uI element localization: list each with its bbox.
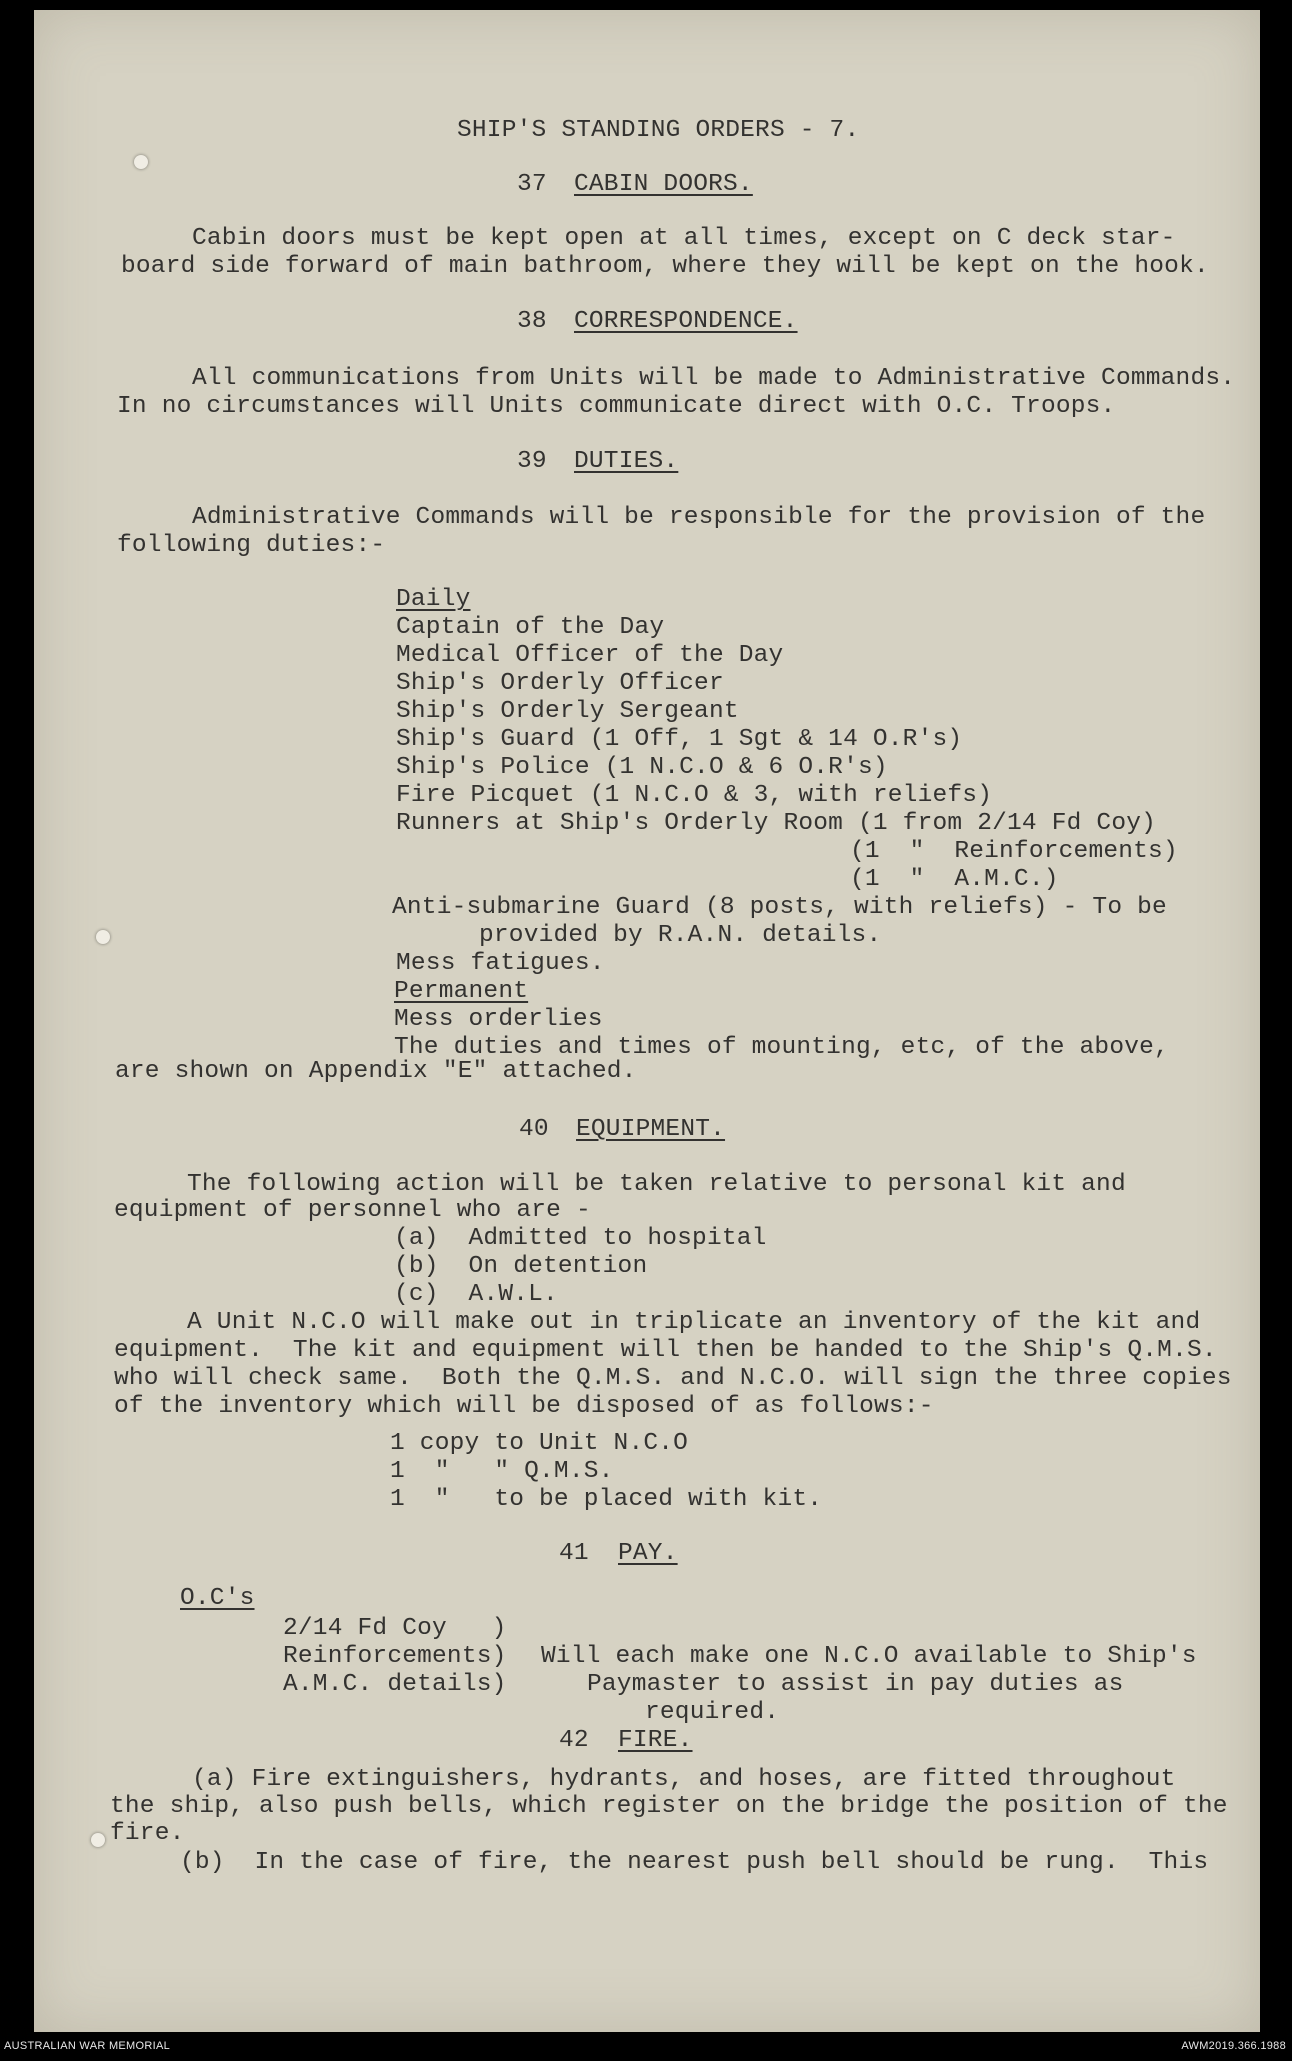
section-39-intro-2: following duties:- [117, 532, 386, 559]
section-41-title: PAY. [618, 1540, 678, 1567]
daily-item: Runners at Ship's Orderly Room (1 from 2/14 Fd Coy) [396, 810, 1157, 837]
pay-text-1: Will each make one N.C.O available to Ship's [541, 1643, 1197, 1670]
section-37-line-2: board side forward of main bathroom, where they will be kept on the hook. [121, 253, 1209, 280]
section-40-intro-1: The following action will be taken relative to personal kit and [187, 1171, 1126, 1198]
section-42-line-3: fire. [110, 1820, 185, 1847]
section-40-item: (b) On detention [394, 1253, 648, 1280]
section-37-line-1: Cabin doors must be kept open at all times, except on C deck star- [192, 225, 1176, 252]
copy-line: 1 copy to Unit N.C.O [390, 1430, 689, 1457]
section-37-title: CABIN DOORS. [574, 171, 753, 198]
section-40-number: 40 [519, 1116, 549, 1143]
permanent-item: Mess orderlies [394, 1006, 603, 1033]
section-38-number: 38 [517, 308, 547, 335]
pay-text-2: Paymaster to assist in pay duties as [587, 1671, 1124, 1698]
daily-item: Medical Officer of the Day [396, 642, 784, 669]
section-40-body-2: equipment. The kit and equipment will then be handed to the Ship's Q.M.S. [114, 1337, 1217, 1364]
daily-item: (1 " Reinforcements) [850, 838, 1178, 865]
section-38-line-1: All communications from Units will be made to Administrative Commands. [192, 365, 1236, 392]
section-39-number: 39 [517, 448, 547, 475]
section-40-body-4: of the inventory which will be disposed of as follows:- [114, 1393, 934, 1420]
section-42-line-4: (b) In the case of fire, the nearest push bell should be rung. This [180, 1849, 1209, 1876]
daily-item: Anti-submarine Guard (8 posts, with reliefs) - To be [392, 894, 1167, 921]
pay-unit: A.M.C. details) [283, 1671, 507, 1698]
section-40-item: (a) Admitted to hospital [394, 1225, 767, 1252]
pay-unit: 2/14 Fd Coy ) [283, 1615, 507, 1642]
daily-item: (1 " A.M.C.) [850, 866, 1059, 893]
daily-item: Captain of the Day [396, 614, 665, 641]
permanent-label: Permanent [394, 978, 529, 1005]
daily-item: Ship's Orderly Sergeant [396, 698, 739, 725]
daily-item: Ship's Orderly Officer [396, 670, 724, 697]
footer-left: AUSTRALIAN WAR MEMORIAL [4, 2040, 171, 2052]
section-39-closing-2: are shown on Appendix "E" attached. [115, 1058, 637, 1085]
pay-text-3: required. [645, 1699, 780, 1726]
section-42-title: FIRE. [618, 1727, 693, 1754]
section-42-line-1: (a) Fire extinguishers, hydrants, and hoses, are fitted throughout [192, 1766, 1176, 1793]
page-heading: SHIP'S STANDING ORDERS - 7. [457, 117, 860, 144]
punch-hole-middle [96, 930, 110, 944]
section-40-item: (c) A.W.L. [394, 1281, 558, 1308]
section-41-number: 41 [559, 1540, 589, 1567]
daily-item: Ship's Police (1 N.C.O & 6 O.R's) [396, 754, 888, 781]
copy-line: 1 " " Q.M.S. [390, 1458, 614, 1485]
section-40-body-1: A Unit N.C.O will make out in triplicate an inventory of the kit and [187, 1309, 1201, 1336]
section-40-intro-2: equipment of personnel who are - [114, 1197, 591, 1224]
section-38-line-2: In no circumstances will Units communicate direct with O.C. Troops. [117, 393, 1116, 420]
daily-item: Mess fatigues. [396, 950, 605, 977]
daily-item: provided by R.A.N. details. [479, 922, 882, 949]
section-40-body-3: who will check same. Both the Q.M.S. and N.C.O. will sign the three copies [114, 1365, 1232, 1392]
section-42-line-2: the ship, also push bells, which register on the bridge the position of the [110, 1793, 1228, 1820]
footer-right: AWM2019.366.1988 [1181, 2040, 1286, 2052]
section-37-number: 37 [517, 171, 547, 198]
daily-item: Fire Picquet (1 N.C.O & 3, with reliefs) [396, 782, 993, 809]
section-39-closing-1: The duties and times of mounting, etc, of the above, [394, 1034, 1169, 1061]
section-40-title: EQUIPMENT. [576, 1116, 726, 1143]
copy-line: 1 " to be placed with kit. [390, 1486, 823, 1513]
pay-unit: Reinforcements) [283, 1643, 507, 1670]
daily-label: Daily [396, 586, 471, 613]
punch-hole-bottom [91, 1833, 105, 1847]
punch-hole-top [134, 155, 148, 169]
section-38-title: CORRESPONDENCE. [574, 308, 798, 335]
section-42-number: 42 [559, 1727, 589, 1754]
section-39-title: DUTIES. [574, 448, 679, 475]
daily-item: Ship's Guard (1 Off, 1 Sgt & 14 O.R's) [396, 726, 963, 753]
section-41-label: O.C's [180, 1585, 255, 1612]
section-39-intro-1: Administrative Commands will be responsible for the provision of the [192, 504, 1206, 531]
